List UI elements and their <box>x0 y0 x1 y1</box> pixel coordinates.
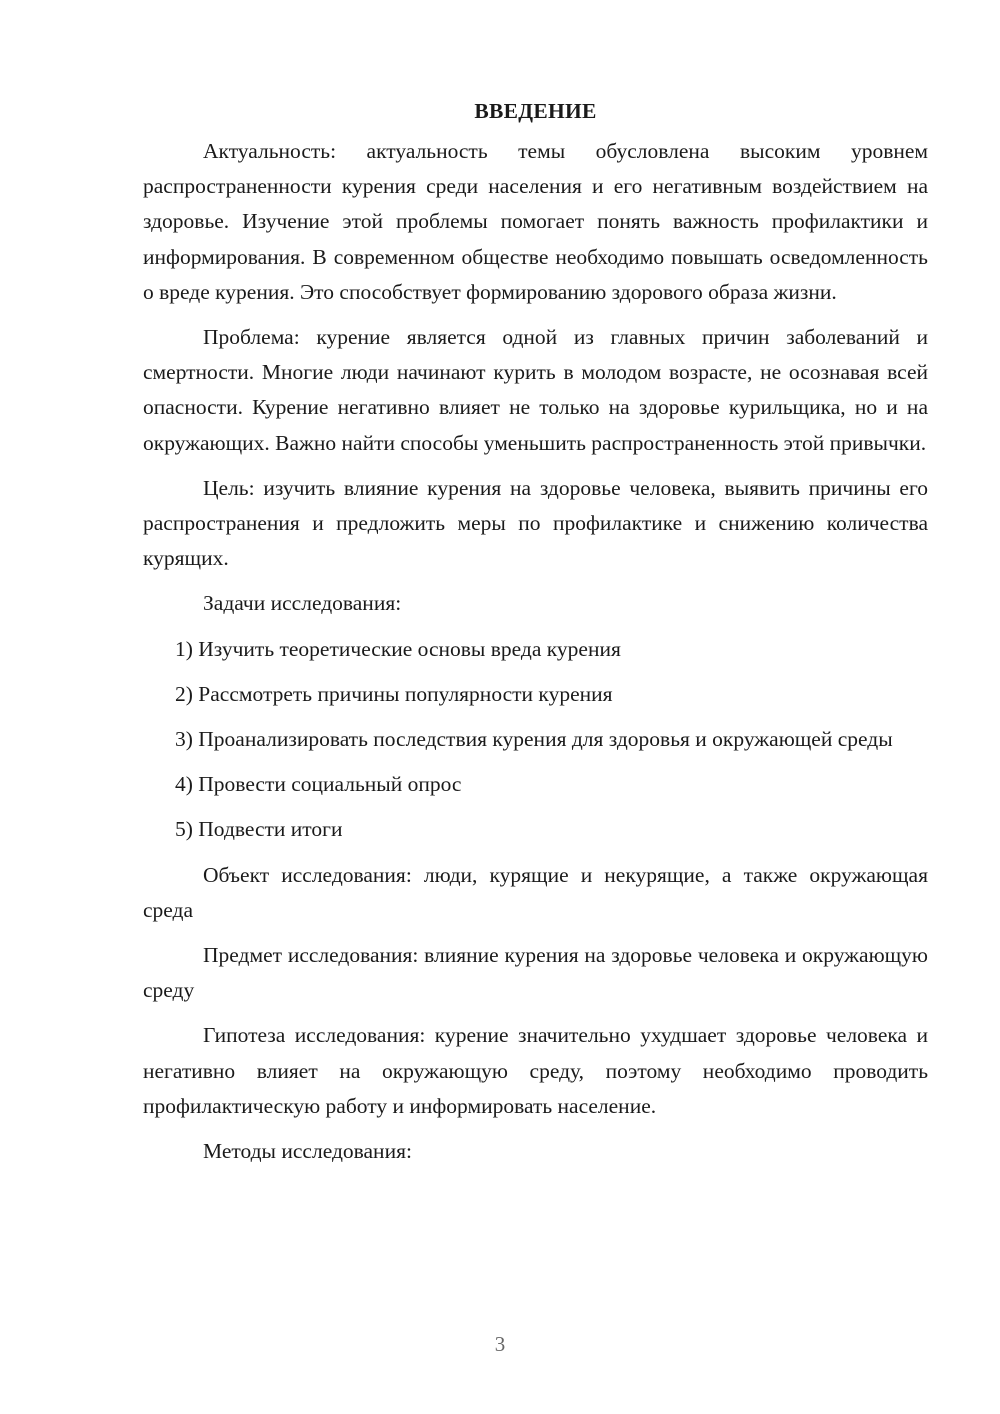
paragraph-goal: Цель: изучить влияние курения на здоровье человека, выявить причины его распространения и предложить меры по профилактике и снижению количества курящих. <box>143 475 928 571</box>
task-item-4: 4) Провести социальный опрос <box>175 772 462 797</box>
task-item-3: 3) Проанализировать последствия курения для здоровья и окружающей среды <box>175 727 893 752</box>
paragraph-problem: Проблема: курение является одной из главных причин заболеваний и смертности. Многие люди начинают курить в молодом возрасте, не осознавая всей опасности. Курение негативно влияет не только на здоровье курильщика, но и на окружающих. Важно найти способы уменьшить распространенность этой привычки. <box>143 325 928 455</box>
paragraph-hypothesis: Гипотеза исследования: курение значительно ухудшает здоровье человека и негативно влияет на окружающую среду, поэтому необходимо проводить профилактическую работу и информировать население. <box>143 1023 928 1118</box>
task-item-5: 5) Подвести итоги <box>175 817 343 842</box>
page-content <box>143 95 928 1179</box>
methods-heading: Методы исследования: <box>203 1139 412 1164</box>
page-number: 3 <box>494 1332 506 1356</box>
task-item-2: 2) Рассмотреть причины популярности курения <box>175 681 613 706</box>
paragraph-subject: Предмет исследования: влияние курения на здоровье человека и окружающую среду <box>143 943 928 1003</box>
section-title: ВВЕДЕНИЕ <box>474 99 597 123</box>
task-item-1: 1) Изучить теоретические основы вреда курения <box>175 636 621 661</box>
paragraph-object: Объект исследования: люди, курящие и некурящие, а также окружающая среда <box>143 862 928 922</box>
paragraph-relevance: Актуальность: актуальность темы обусловлена высоким уровнем распространенности курения среди населения и его негативным воздействием на здоровье. Изучение этой проблемы помогает понять важность профилактики и информирования. В современном обществе необходимо повышать осведомленность о вреде курения. Это способствует формированию здорового образа жизни. <box>143 139 928 304</box>
tasks-heading: Задачи исследования: <box>203 591 402 616</box>
